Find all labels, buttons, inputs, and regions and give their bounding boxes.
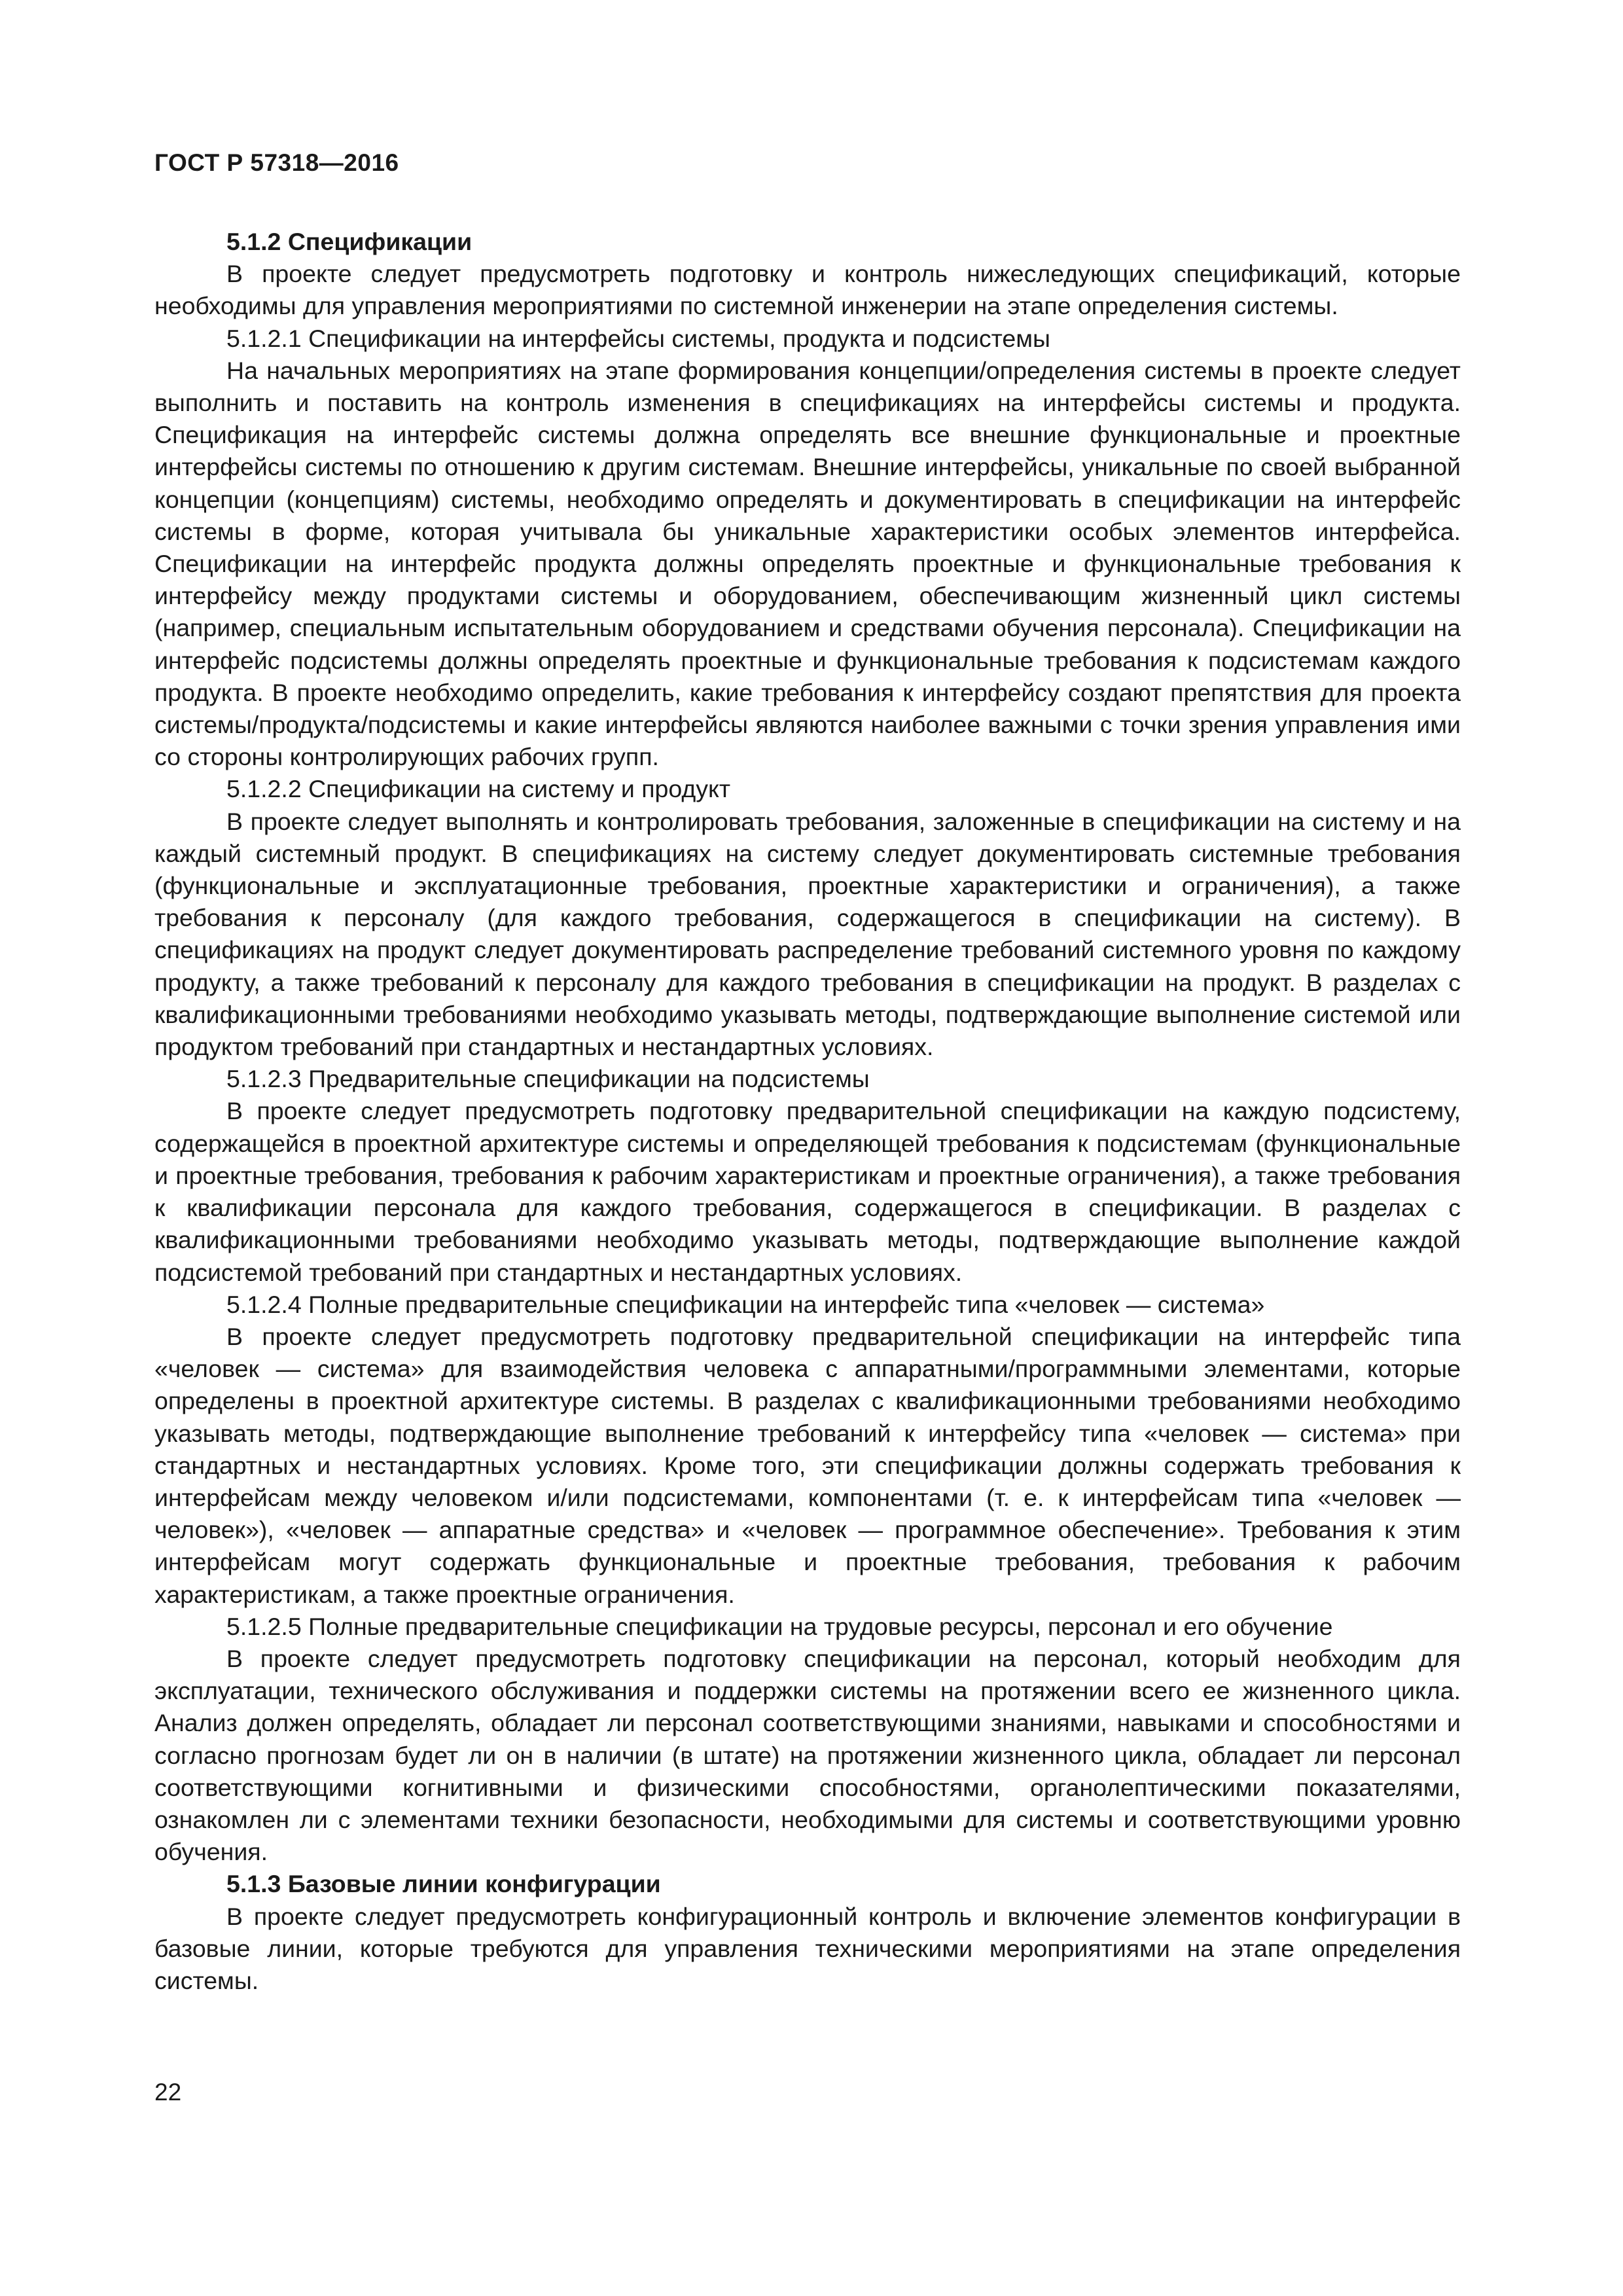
paragraph: В проекте следует предусмотреть подготовку предварительной спецификации на каждую подсистему, содержащейся в проектной архитектуре системы и определяющей требования к подсистемам (функциональные и проектные требования, требования к рабочим характеристикам и проектные ограничения), а также требования к квалификации персонала для каждого требования, содержащегося в спецификации. В разделах с квалификационными требованиями необходимо указывать методы, подтверждающие выполнение каждой подсистемой требований при стандартных и нестандартных условиях. [154,1097,1461,1286]
paragraph: В проекте следует выполнять и контролировать требования, заложенные в спецификации на систему и на каждый системный продукт. В спецификациях на систему следует документировать системные требования (функциональные и эксплуатационные требования, проектные характеристики и ограничения), а также требования к персоналу (для каждого требования, содержащегося в спецификации на систему). В спецификациях на продукт следует документировать распределение требований системного уровня по каждому продукту, а также требований к персоналу для каждого требования в спецификации на продукт. В разделах с квалификационными требованиями необходимо указывать методы, подтверждающие выполнение системой или продуктом требований при стандартных и нестандартных условиях. [154,807,1461,1061]
body-text [154,226,1461,1997]
paragraph: В проекте следует предусмотреть подготовку и контроль нижеследующих спецификаций, которые необходимы для управления мероприятиями по системной инженерии на этапе определения системы. [154,260,1461,320]
page-number: 22 [154,2079,182,2106]
subsection-heading: 5.1.2.2 Спецификации на систему и продукт [226,775,731,803]
paragraph: В проекте следует предусмотреть конфигурационный контроль и включение элементов конфигурации в базовые линии, которые требуются для управления техническими мероприятиями на этапе определения системы. [154,1902,1461,1994]
subsection-heading: 5.1.2.5 Полные предварительные спецификации на трудовые ресурсы, персонал и его обучение [226,1612,1333,1640]
paragraph: В проекте следует предусмотреть подготовку предварительной спецификации на интерфейс типа «человек — система» для взаимодействия человека с аппаратными/программными элементами, которые определены в проектной архитектуре системы. В разделах с квалификационными требованиями необходимо указывать методы, подтверждающие выполнение требований к интерфейсу типа «человек — система» при стандартных и нестандартных условиях. Кроме того, эти спецификации должны содержать требования к интерфейсам между человеком и/или подсистемами, компонентами (т. е. к интерфейсам типа «человек — человек»), «человек — аппаратные средства» и «человек — программное обеспечение». Требования к этим интерфейсам могут содержать функциональные и проектные требования, требования к рабочим характеристикам, а также проектные ограничения. [154,1322,1461,1608]
paragraph: В проекте следует предусмотреть подготовку спецификации на персонал, который необходим для эксплуатации, технического обслуживания и поддержки системы на протяжении всего ее жизненного цикла. Анализ должен определять, обладает ли персонал соответствующими знаниями, навыками и способностями и согласно прогнозам будет ли он в наличии (в штате) на протяжении жизненного цикла, обладает ли персонал соответствующими когнитивными и физическими способностями, органолептическими показателями, ознакомлен ли с элементами техники безопасности, необходимыми для системы и соответствующими уровню обучения. [154,1644,1461,1866]
section-heading: 5.1.3 Базовые линии конфигурации [226,1870,661,1898]
section-heading: 5.1.2 Спецификации [226,228,473,255]
subsection-heading: 5.1.2.3 Предварительные спецификации на подсистемы [226,1065,870,1093]
standard-designation: ГОСТ Р 57318—2016 [154,149,399,176]
paragraph: На начальных мероприятиях на этапе формирования концепции/определения системы в проекте следует выполнить и поставить на контроль изменения в спецификациях на интерфейсы системы и продукта. Спецификация на интерфейс системы должна определять все внешние функциональные и проектные интерфейсы системы по отношению к другим системам. Внешние интерфейсы, уникальные по своей выбранной концепции (концепциям) системы, необходимо определять и документировать в спецификации на интерфейс системы в форме, которая учитывала бы уникальные характеристики особых элементов интерфейса. Спецификации на интерфейс продукта должны определять проектные и функциональные требования к интерфейсу между продуктами системы и оборудованием, обеспечивающим жизненный цикл системы (например, специальным испытательным оборудованием и средствами обучения персонала). Спецификации на интерфейс подсистемы должны определять проектные и функциональные требования к подсистемам каждого продукта. В проекте необходимо определить, какие требования к интерфейсу создают препятствия для проекта системы/продукта/подсистемы и какие интерфейсы являются наиболее важными с точки зрения управления ими со стороны контролирующих рабочих групп. [154,356,1461,771]
subsection-heading: 5.1.2.1 Спецификации на интерфейсы системы, продукта и подсистемы [226,324,1051,352]
subsection-heading: 5.1.2.4 Полные предварительные спецификации на интерфейс типа «человек — система» [226,1290,1265,1318]
